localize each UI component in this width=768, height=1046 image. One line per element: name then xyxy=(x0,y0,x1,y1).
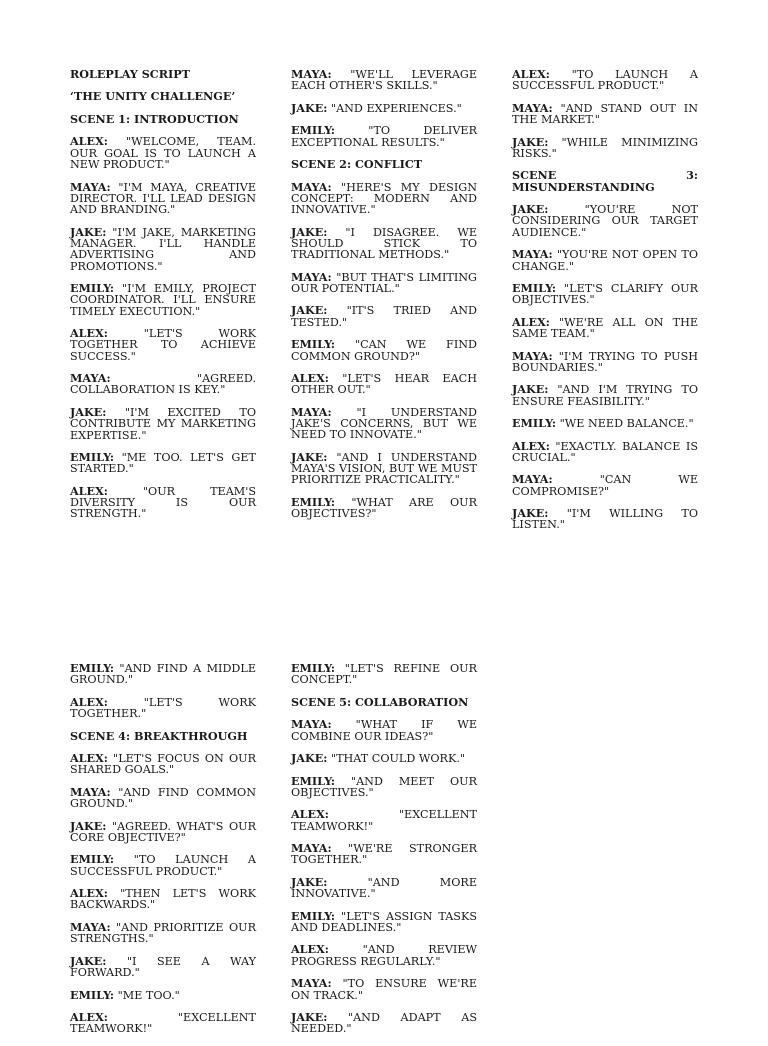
dialogue-line xyxy=(291,1012,477,1035)
dialogue-text: "I SEE A WAY FORWARD." xyxy=(70,954,256,980)
dialogue-line xyxy=(70,694,256,721)
speaker-name: ALEX: xyxy=(291,807,329,822)
dialogue-line xyxy=(70,328,256,362)
speaker-name: MAYA: xyxy=(70,179,111,194)
dialogue-line xyxy=(70,452,256,475)
dialogue-text: "I'M JAKE, MARKETING MANAGER. I'LL HANDLE ADVERTISING AND PROMOTIONS." xyxy=(70,225,256,273)
speaker-name: MAYA: xyxy=(512,472,553,487)
dialogue-line xyxy=(70,373,256,396)
dialogue-line xyxy=(291,125,477,148)
dialogue-text: "WE NEED BALANCE." xyxy=(559,417,694,431)
scene-heading: SCENE 4: BREAKTHROUGH xyxy=(70,728,248,743)
dialogue-line xyxy=(70,854,256,877)
dialogue-text: "LET'S CLARIFY OUR OBJECTIVES." xyxy=(512,281,698,307)
speaker-name: MAYA: xyxy=(291,67,332,81)
dialogue-line xyxy=(512,418,698,429)
speaker-name: ALEX: xyxy=(70,483,108,498)
dialogue-line xyxy=(512,438,698,464)
speaker-name: MAYA: xyxy=(70,919,111,934)
scene-heading: SCENE 1: INTRODUCTION xyxy=(70,111,239,126)
dialogue-text: "LET'S ASSIGN TASKS AND DEADLINES." xyxy=(291,909,477,934)
scene-heading: SCENE 5: COLLABORATION xyxy=(291,694,469,709)
speaker-name: ALEX: xyxy=(291,942,329,957)
dialogue-text: "WE'RE STRONGER TOGETHER." xyxy=(291,842,477,867)
speaker-name: ALEX: xyxy=(70,326,108,341)
dialogue-text: "AGREED. WHAT'S OUR CORE OBJECTIVE?" xyxy=(70,819,256,844)
speaker-name: JAKE: xyxy=(512,382,549,397)
speaker-name: JAKE: xyxy=(291,751,328,766)
speaker-name: MAYA: xyxy=(291,404,332,419)
dialogue-line xyxy=(291,494,477,521)
speaker-name: EMILY: xyxy=(512,280,557,295)
speaker-name: JAKE: xyxy=(512,202,549,217)
dialogue-line xyxy=(291,809,477,832)
dialogue-text: "EXCELLENT TEAMWORK!" xyxy=(70,1011,256,1036)
dialogue-line xyxy=(70,987,256,1002)
speaker-name: JAKE: xyxy=(70,224,107,239)
dialogue-text: "AND MORE INNOVATIVE." xyxy=(291,875,477,901)
dialogue-line xyxy=(70,224,256,273)
dialogue-text: "LET'S WORK TOGETHER." xyxy=(70,695,256,721)
dialogue-line xyxy=(291,373,477,396)
speaker-name: JAKE: xyxy=(291,224,328,239)
dialogue-text: "WELCOME, TEAM. OUR GOAL IS TO LAUNCH A NEW PRODUCT." xyxy=(70,135,256,172)
speaker-name: MAYA: xyxy=(291,269,332,284)
dialogue-text: "AGREED. COLLABORATION IS KEY." xyxy=(70,372,256,397)
dialogue-text: "I'M EMILY, PROJECT COORDINATOR. I'LL ENSURE TIMELY EXECUTION." xyxy=(70,281,256,318)
dialogue-line xyxy=(70,919,257,946)
speaker-name: ALEX: xyxy=(70,886,108,901)
dialogue-text: "I'M TRYING TO PUSH BOUNDARIES." xyxy=(512,349,698,374)
dialogue-line xyxy=(512,474,698,497)
dialogue-line xyxy=(291,944,477,967)
dialogue-text: "BUT THAT'S LIMITING OUR POTENTIAL." xyxy=(291,270,477,295)
speaker-name: ALEX: xyxy=(70,134,108,149)
speaker-name: MAYA: xyxy=(512,100,553,115)
speaker-name: MAYA: xyxy=(291,841,332,856)
script-column-2 xyxy=(291,69,477,531)
dialogue-text: "TO ENSURE WE'RE ON TRACK." xyxy=(291,977,477,1002)
script-column-3 xyxy=(512,69,698,542)
speaker-name: MAYA: xyxy=(291,976,332,991)
dialogue-line xyxy=(291,719,477,742)
speaker-name: JAKE: xyxy=(70,953,107,968)
dialogue-text: "I DISAGREE. WE SHOULD STICK TO TRADITIONAL METHODS." xyxy=(291,225,477,262)
dialogue-line xyxy=(291,753,477,764)
speaker-name: ALEX: xyxy=(70,694,108,709)
dialogue-line xyxy=(291,663,477,686)
speaker-name: MAYA: xyxy=(291,179,332,194)
dialogue-text: "CAN WE COMPROMISE?" xyxy=(512,473,699,498)
dialogue-line xyxy=(512,314,698,341)
dialogue-text: "YOU'RE NOT OPEN TO CHANGE." xyxy=(512,248,698,273)
speaker-name: ALEX: xyxy=(70,1010,108,1024)
speaker-name: JAKE: xyxy=(512,506,549,521)
dialogue-text: "AND EXPERIENCES." xyxy=(330,101,462,115)
dialogue-text: "HERE'S MY DESIGN CONCEPT: MODERN AND INNOVATIVE." xyxy=(291,180,477,217)
dialogue-line xyxy=(70,280,256,318)
dialogue-line xyxy=(291,269,477,295)
dialogue-text: "I'M MAYA, CREATIVE DIRECTOR. I'LL LEAD DESIGN AND BRANDING." xyxy=(70,180,256,217)
dialogue-line xyxy=(291,339,477,362)
dialogue-text: "ME TOO. LET'S GET STARTED." xyxy=(70,451,256,476)
dialogue-text: "AND REVIEW PROGRESS REGULARLY." xyxy=(291,943,477,968)
dialogue-text: "AND ADAPT AS NEEDED." xyxy=(291,1011,477,1036)
speaker-name: EMILY: xyxy=(70,280,115,295)
speaker-name: ALEX: xyxy=(512,314,550,329)
speaker-name: EMILY: xyxy=(70,450,115,464)
dialogue-text: "AND I UNDERSTAND MAYA'S VISION, BUT WE MUST PRIORITIZE PRACTICALITY." xyxy=(291,450,477,487)
speaker-name: EMILY: xyxy=(291,337,336,352)
speaker-name: MAYA: xyxy=(70,784,111,799)
dialogue-text: "TO LAUNCH A SUCCESSFUL PRODUCT." xyxy=(70,853,256,878)
dialogue-line xyxy=(70,818,256,844)
dialogue-line xyxy=(512,100,698,127)
speaker-name: JAKE: xyxy=(70,818,107,833)
dialogue-line xyxy=(512,280,698,307)
dialogue-line xyxy=(512,134,698,160)
dialogue-text: "I'M WILLING TO LISTEN." xyxy=(512,507,698,532)
speaker-name: JAKE: xyxy=(512,134,549,149)
dialogue-line xyxy=(291,100,477,115)
dialogue-text: "I UNDERSTAND JAKE'S CONCERNS, BUT WE NEED TO INNOVATE." xyxy=(291,405,477,442)
speaker-name: ALEX: xyxy=(291,371,329,386)
dialogue-text: "I'M EXCITED TO CONTRIBUTE MY MARKETING EXPERTISE." xyxy=(70,405,256,442)
dialogue-line xyxy=(70,953,256,980)
dialogue-text: "TO LAUNCH A SUCCESSFUL PRODUCT." xyxy=(512,68,698,93)
speaker-name: EMILY: xyxy=(291,123,336,138)
speaker-name: JAKE: xyxy=(70,404,107,419)
speaker-name: JAKE: xyxy=(291,303,328,318)
dialogue-line xyxy=(291,908,477,934)
dialogue-text: "WE'RE ALL ON THE SAME TEAM." xyxy=(512,315,698,341)
dialogue-line xyxy=(70,888,256,911)
dialogue-text: "WHILE MINIMIZING RISKS." xyxy=(512,135,698,160)
dialogue-line xyxy=(70,663,256,686)
dialogue-line xyxy=(512,249,698,272)
speaker-name: EMILY: xyxy=(291,494,336,509)
script-column-4 xyxy=(70,663,256,1046)
dialogue-line xyxy=(291,773,477,799)
dialogue-text: "LET'S REFINE OUR CONCEPT." xyxy=(291,662,477,687)
speaker-name: EMILY: xyxy=(70,661,115,675)
speaker-name: JAKE: xyxy=(291,1010,328,1024)
dialogue-text: "AND FIND A MIDDLE GROUND." xyxy=(70,662,256,687)
dialogue-line xyxy=(70,136,256,170)
speaker-name: EMILY: xyxy=(291,661,336,675)
dialogue-text: "ME TOO." xyxy=(117,988,180,1002)
dialogue-text: "WHAT ARE OUR OBJECTIVES?" xyxy=(291,495,477,521)
dialogue-text: "WE'LL LEVERAGE EACH OTHER'S SKILLS." xyxy=(291,68,477,93)
dialogue-text: "LET'S WORK TOGETHER TO ACHIEVE SUCCESS." xyxy=(70,327,256,363)
scene-heading: SCENE 2: CONFLICT xyxy=(291,157,423,172)
dialogue-text: "AND PRIORITIZE OUR STRENGTHS." xyxy=(70,920,257,946)
dialogue-text: "AND FIND COMMON GROUND." xyxy=(70,785,256,811)
dialogue-line xyxy=(512,204,698,238)
dialogue-line xyxy=(291,978,477,1001)
dialogue-line xyxy=(70,483,256,521)
dialogue-text: "CAN WE FIND COMMON GROUND?" xyxy=(291,338,478,363)
dialogue-line xyxy=(291,874,477,901)
dialogue-text: "AND I'M TRYING TO ENSURE FEASIBILITY." xyxy=(512,383,698,408)
dialogue-line xyxy=(291,449,477,487)
dialogue-text: "TO DELIVER EXCEPTIONAL RESULTS." xyxy=(291,124,477,149)
speaker-name: JAKE: xyxy=(291,100,328,115)
dialogue-line xyxy=(291,404,477,442)
speaker-name: JAKE: xyxy=(291,874,328,889)
dialogue-text: "WHAT IF WE COMBINE OUR IDEAS?" xyxy=(291,718,477,743)
dialogue-text: "LET'S FOCUS ON OUR SHARED GOALS." xyxy=(70,752,256,777)
scene-heading: ROLEPLAY SCRIPT xyxy=(70,67,190,81)
dialogue-line xyxy=(512,348,698,374)
scene-heading: ‘THE UNITY CHALLENGE’ xyxy=(70,89,236,104)
dialogue-text: "AND STAND OUT IN THE MARKET." xyxy=(512,101,698,127)
dialogue-text: "YOU'RE NOT CONSIDERING OUR TARGET AUDIENCE." xyxy=(512,203,699,239)
dialogue-line xyxy=(291,224,477,262)
dialogue-text: "AND MEET OUR OBJECTIVES." xyxy=(291,774,477,799)
dialogue-text: "THEN LET'S WORK BACKWARDS." xyxy=(70,887,256,912)
script-column-5 xyxy=(291,663,477,1046)
speaker-name: MAYA: xyxy=(512,348,553,363)
speaker-name: ALEX: xyxy=(70,751,108,766)
dialogue-line xyxy=(70,1012,256,1035)
dialogue-line xyxy=(291,305,477,328)
dialogue-text: "IT'S TRIED AND TESTED." xyxy=(291,304,477,329)
dialogue-line xyxy=(512,384,698,407)
dialogue-line xyxy=(291,69,477,92)
speaker-name: EMILY: xyxy=(291,773,336,788)
script-column-1 xyxy=(70,69,256,531)
speaker-name: EMILY: xyxy=(291,908,336,923)
dialogue-line xyxy=(291,179,477,217)
dialogue-line xyxy=(70,784,256,811)
dialogue-text: "THAT COULD WORK." xyxy=(330,752,466,766)
dialogue-line xyxy=(512,69,698,92)
dialogue-text: "EXACTLY. BALANCE IS CRUCIAL." xyxy=(512,439,698,464)
scene-heading: SCENE 3: MISUNDERSTANDING xyxy=(512,168,698,194)
speaker-name: EMILY: xyxy=(512,416,557,431)
dialogue-line xyxy=(70,179,256,217)
dialogue-line xyxy=(291,843,477,866)
dialogue-text: "LET'S HEAR EACH OTHER OUT." xyxy=(291,372,477,397)
speaker-name: ALEX: xyxy=(512,67,550,81)
dialogue-text: "OUR TEAM'S DIVERSITY IS OUR STRENGTH." xyxy=(70,484,256,521)
speaker-name: MAYA: xyxy=(512,247,553,262)
speaker-name: EMILY: xyxy=(70,987,115,1002)
dialogue-line xyxy=(70,404,256,442)
speaker-name: MAYA: xyxy=(70,371,111,386)
speaker-name: ALEX: xyxy=(512,438,550,453)
speaker-name: EMILY: xyxy=(70,852,115,867)
dialogue-text: "EXCELLENT TEAMWORK!" xyxy=(291,808,477,833)
dialogue-line xyxy=(512,508,698,531)
speaker-name: MAYA: xyxy=(291,717,332,732)
dialogue-line xyxy=(70,753,256,776)
speaker-name: JAKE: xyxy=(291,449,328,464)
